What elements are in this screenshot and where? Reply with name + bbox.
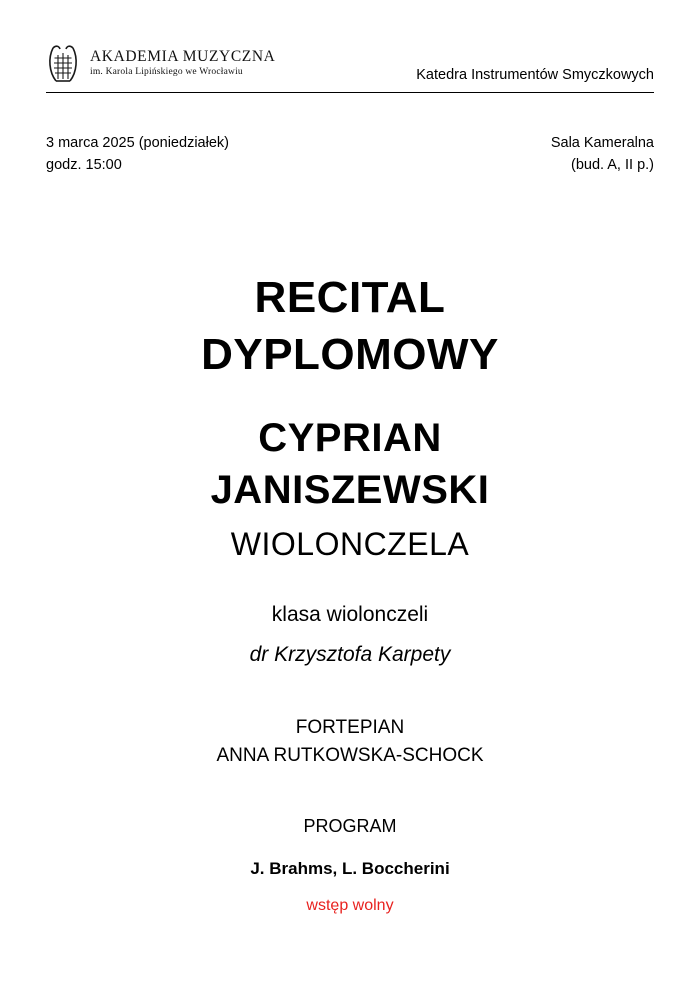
event-meta: [46, 132, 654, 177]
event-venue: [551, 132, 654, 177]
department-label: Katedra Instrumentów Smyczkowych: [416, 67, 654, 83]
poster-title-line2: DYPLOMOWY: [201, 330, 499, 380]
pianist-name: ANNA RUTKOWSKA-SCHOCK: [216, 744, 484, 766]
venue-name: Sala Kameralna: [550, 135, 654, 151]
program-label: PROGRAM: [303, 816, 397, 837]
performer-last-name: JANISZEWSKI: [210, 467, 490, 512]
poster-title: [46, 269, 654, 383]
poster-body: [46, 269, 654, 918]
academy-logo-text: [90, 48, 275, 81]
venue-detail: (bud. A, II p.): [570, 157, 654, 174]
poster-title-line1: RECITAL: [254, 272, 446, 322]
header-row: [46, 42, 654, 86]
class-label: klasa wiolonczeli: [271, 603, 429, 627]
teacher-name: dr Krzysztofa Karpety: [249, 642, 451, 666]
performer-first-name: CYPRIAN: [258, 416, 442, 461]
academy-subtitle: im. Karola Lipińskiego we Wrocławiu: [90, 67, 243, 78]
academy-logo: [46, 42, 275, 86]
event-date: 3 marca 2025 (poniedziałek): [46, 135, 229, 151]
performer-name: [46, 413, 654, 515]
piano-label: FORTEPIAN: [295, 717, 405, 739]
lyre-icon: [46, 42, 80, 86]
event-datetime: [46, 132, 229, 177]
admission-note: wstęp wolny: [306, 896, 394, 914]
program-works: J. Brahms, L. Boccherini: [250, 859, 450, 879]
header-divider: [46, 92, 654, 93]
event-time: godz. 15:00: [46, 157, 122, 174]
poster-header: [46, 0, 654, 120]
academy-name: AKADEMIA MUZYCZNA: [90, 47, 276, 65]
performer-instrument: WIOLONCZELA: [230, 525, 470, 562]
